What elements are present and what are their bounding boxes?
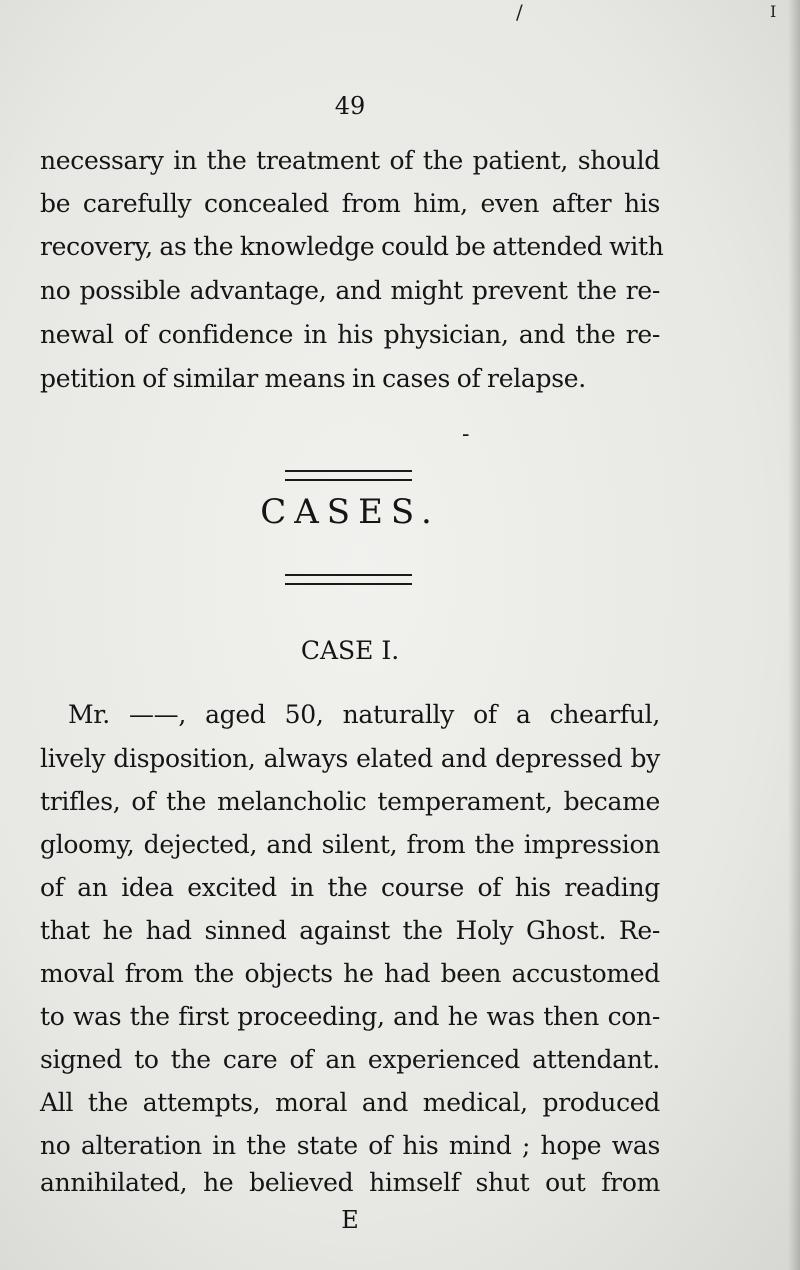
- corner-mark: I: [770, 2, 777, 21]
- text-line: necessary in the treatment of the patient, should: [40, 146, 660, 175]
- text-line: signed to the care of an experienced attendant.: [40, 1045, 660, 1074]
- text-line: no possible advantage, and might prevent the re-: [40, 276, 660, 305]
- text-line: trifles, of the melancholic temperament, became: [40, 787, 660, 816]
- text-line: moval from the objects he had been accustomed: [40, 959, 660, 988]
- text-line: petition of similar means in cases of relapse.: [40, 364, 586, 393]
- double-rule-top: [285, 470, 412, 481]
- text-line: annihilated, he believed himself shut out from: [40, 1168, 660, 1197]
- text-line: be carefully concealed from him, even after his: [40, 189, 660, 218]
- case-heading: CASE I.: [300, 636, 400, 665]
- stray-dash: -: [462, 422, 470, 447]
- page-number: 49: [334, 92, 366, 120]
- page-edge-shadow: [788, 0, 800, 1270]
- text-line: newal of confidence in his physician, and the re-: [40, 320, 660, 349]
- section-heading: CASES.: [260, 492, 440, 532]
- signature-mark: E: [341, 1206, 359, 1234]
- text-line: All the attempts, moral and medical, produced: [40, 1088, 660, 1117]
- text-line: to was the first proceeding, and he was then con-: [40, 1002, 660, 1031]
- text-line: lively disposition, always elated and depressed by: [40, 744, 660, 773]
- text-line: no alteration in the state of his mind ; hope was: [40, 1131, 660, 1160]
- text-line: that he had sinned against the Holy Ghost. Re-: [40, 916, 660, 945]
- text-line: recovery, as the knowledge could be attended with: [40, 232, 664, 261]
- double-rule-bottom: [285, 574, 412, 585]
- top-mark: /: [516, 0, 523, 24]
- text-line: of an idea excited in the course of his reading: [40, 873, 660, 902]
- text-line: Mr. ——, aged 50, naturally of a chearful,: [68, 700, 660, 729]
- text-line: gloomy, dejected, and silent, from the impression: [40, 830, 660, 859]
